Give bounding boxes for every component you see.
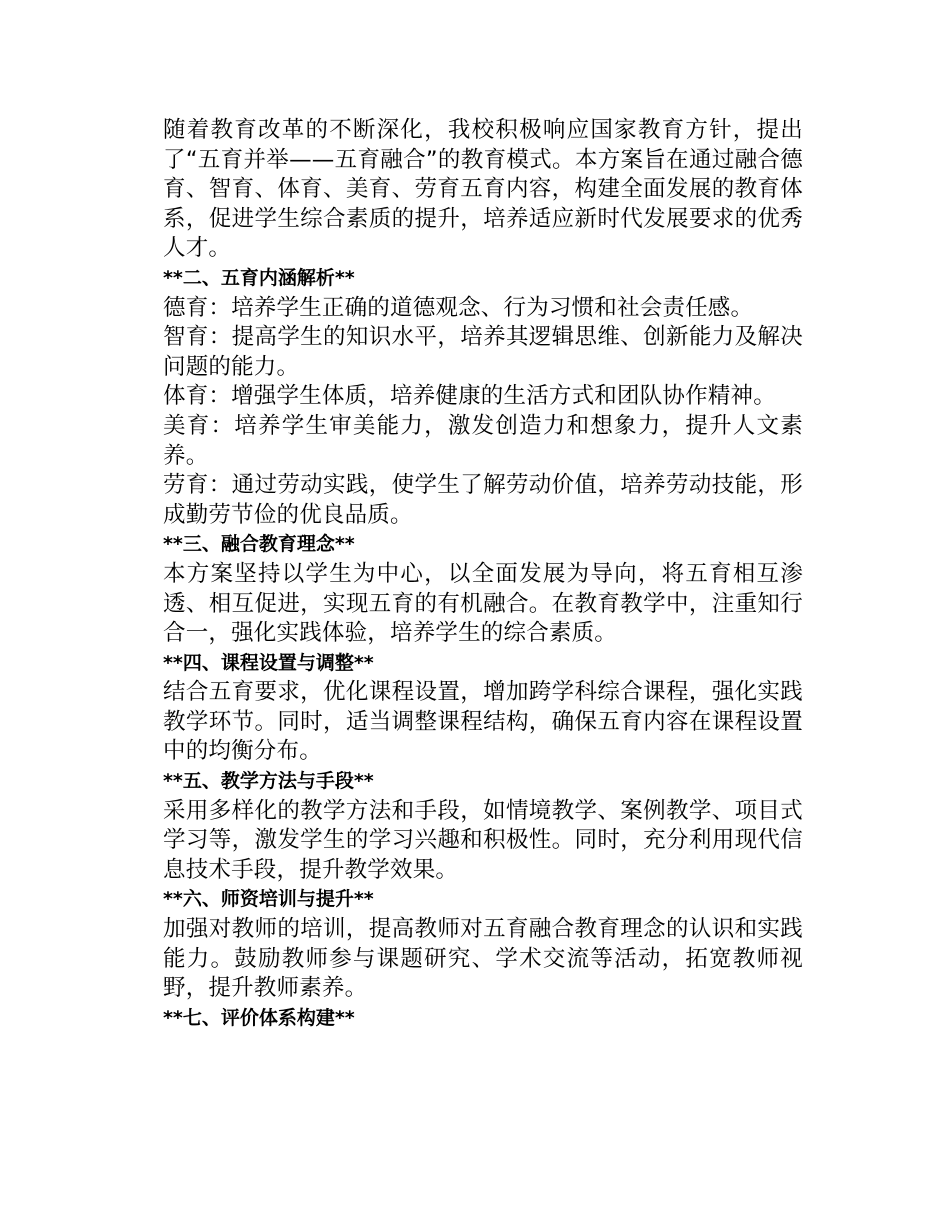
aesthetic-education-item: 美育：培养学生审美能力，激发创造力和想象力，提升人文素养。	[163, 412, 803, 469]
intellectual-education-item: 智育：提高学生的知识水平，培养其逻辑思维、创新能力及解决问题的能力。	[163, 324, 803, 380]
moral-education-item: 德育：培养学生正确的道德观念、行为习惯和社会责任感。	[163, 294, 754, 321]
section-heading-3: **三、融合教育理念**	[163, 533, 355, 556]
section-heading-4: **四、课程设置与调整**	[163, 651, 374, 674]
section-body-3: 本方案坚持以学生为中心，以全面发展为导向，将五育相互渗透、相互促进，实现五育的有机融合。在教育教学中，注重知行合一，强化实践体验，培养学生的综合素质。	[163, 560, 803, 647]
intro-paragraph: 随着教育改革的不断深化，我校积极响应国家教育方针，提出了“五育并举——五育融合”的教育模式。本方案旨在通过融合德育、智育、体育、美育、劳育五育内容，构建全面发展的教育体系，促进学生综合素质的提升，培养适应新时代发展要求的优秀人才。	[163, 117, 803, 262]
section-heading-5: **五、教学方法与手段**	[163, 770, 374, 793]
section-heading-2: **二、五育内涵解析**	[163, 266, 355, 289]
section-body-5: 采用多样化的教学方法和手段，如情境教学、案例教学、项目式学习等，激发学生的学习兴趣和积极性。同时，充分利用现代信息技术手段，提升教学效果。	[163, 797, 803, 883]
physical-education-item: 体育：增强学生体质，培养健康的生活方式和团队协作精神。	[163, 383, 776, 410]
section-body-6: 加强对教师的培训，提高教师对五育融合教育理念的认识和实践能力。鼓励教师参与课题研究、学术交流等活动，拓宽教师视野，提升教师素养。	[163, 916, 803, 1002]
section-heading-6: **六、师资培训与提升**	[163, 888, 374, 911]
section-body-4: 结合五育要求，优化课程设置，增加跨学科综合课程，强化实践教学环节。同时，适当调整课程结构，确保五育内容在课程设置中的均衡分布。	[163, 679, 803, 765]
labor-education-item: 劳育：通过劳动实践，使学生了解劳动价值，培养劳动技能，形成勤劳节俭的优良品质。	[163, 472, 803, 528]
section-heading-7: **七、评价体系构建**	[163, 1006, 355, 1029]
document-page	[163, 116, 803, 1033]
